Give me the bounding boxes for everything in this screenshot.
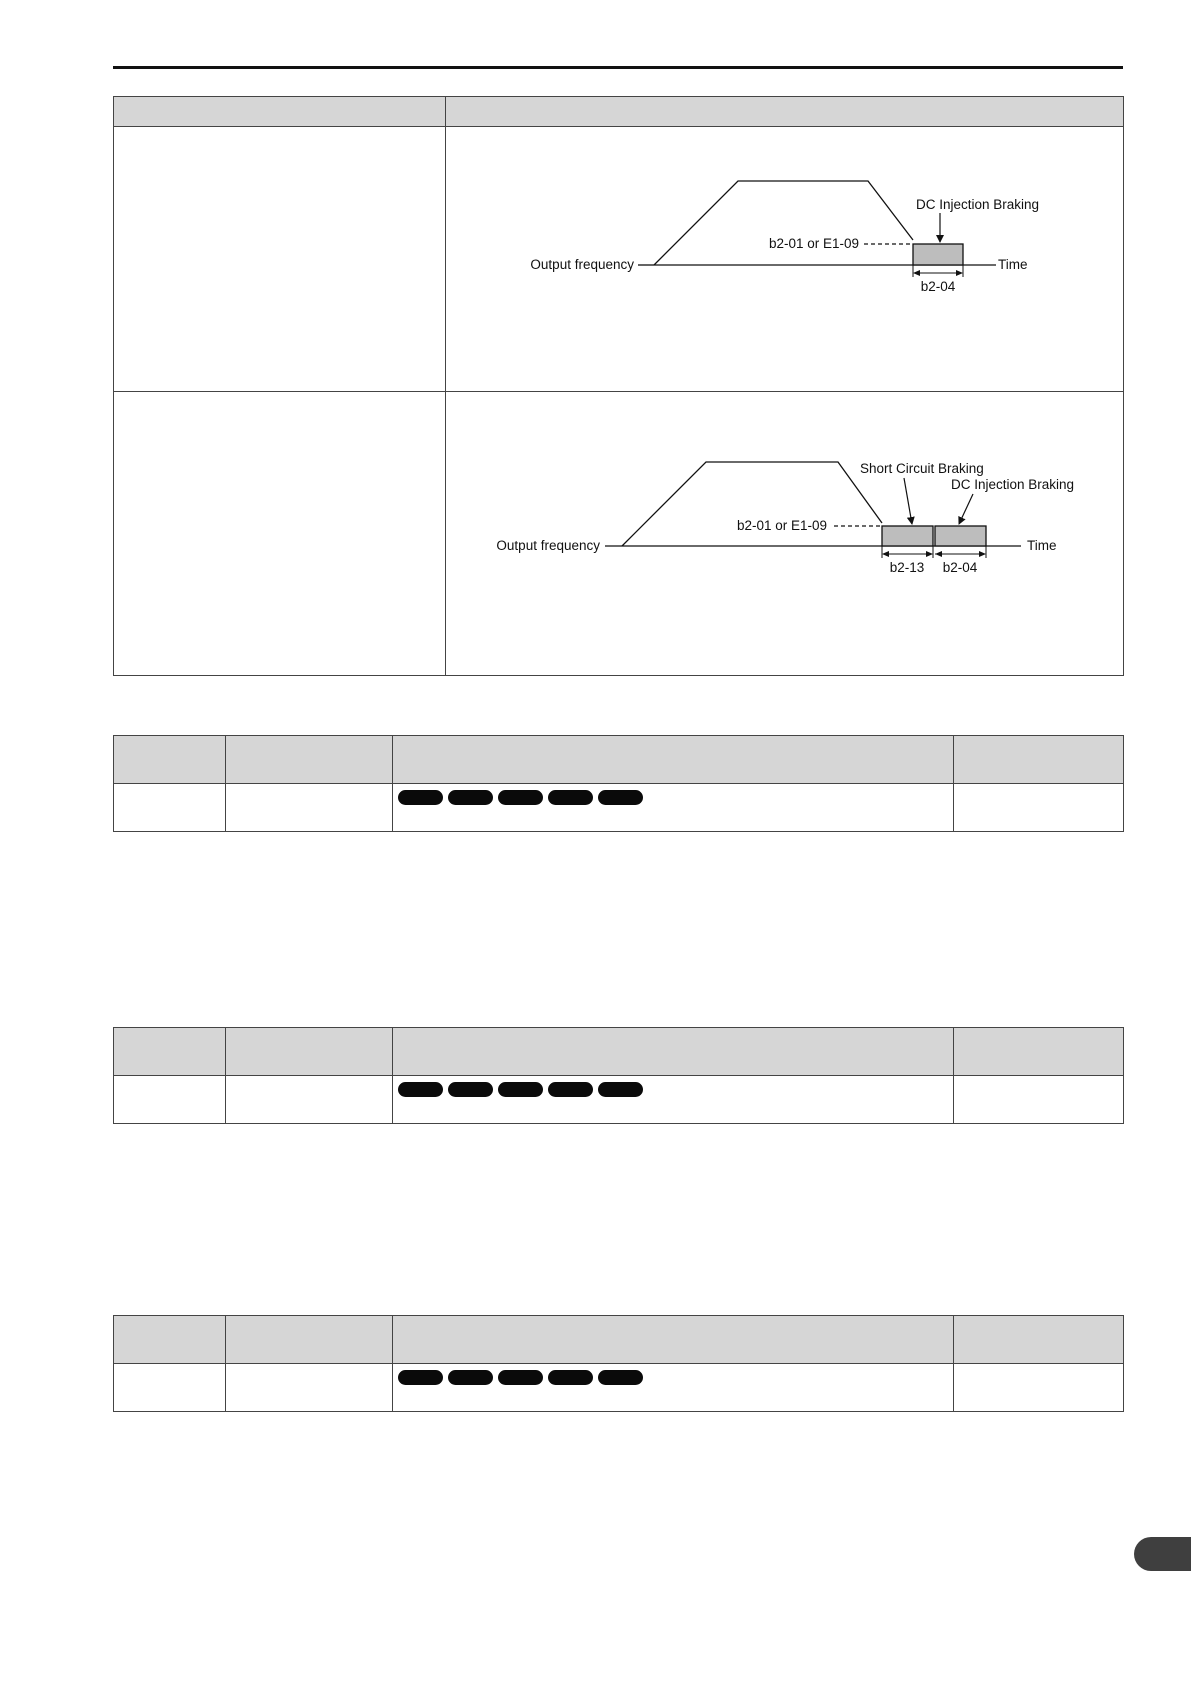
control-mode-badge (598, 1370, 643, 1385)
control-mode-badge (598, 1082, 643, 1097)
parameter-table-header (114, 1028, 1124, 1076)
b2-04-label: b2-04 (920, 279, 956, 294)
mode-cell-dc-injection (114, 127, 446, 392)
cell-no (114, 1076, 226, 1124)
dc-injection-block (935, 526, 986, 546)
mode-cell-short-circuit (114, 392, 446, 676)
frequency-curve (622, 462, 882, 546)
cell-description (393, 1364, 954, 1412)
b2-13-arrow-left (882, 551, 889, 557)
short-circuit-diagram (446, 392, 1124, 676)
cell-name (226, 1076, 393, 1124)
diagram-cell-dc-injection (446, 127, 1124, 392)
header-cell-no (114, 1316, 226, 1364)
short-circuit-block (882, 526, 933, 546)
chapter-side-tab (1134, 1537, 1191, 1571)
control-mode-badge (498, 1370, 543, 1385)
header-cell-name (226, 736, 393, 784)
parameter-table-2 (113, 1027, 1124, 1124)
header-cell-no (114, 1028, 226, 1076)
parameter-table-1 (113, 735, 1124, 832)
parameter-row (114, 784, 1124, 832)
output-frequency-label: Output frequency (496, 538, 600, 553)
threshold-label: b2-01 or E1-09 (768, 236, 859, 251)
cell-default (954, 1076, 1124, 1124)
time-label: Time (998, 257, 1028, 272)
control-mode-badge (548, 790, 593, 805)
control-mode-badge (548, 1370, 593, 1385)
control-mode-badges (393, 1076, 953, 1097)
b2-04-arrow-right (979, 551, 986, 557)
short-circuit-label: Short Circuit Braking (860, 461, 984, 476)
header-cell-description (393, 1316, 954, 1364)
parameter-row (114, 1364, 1124, 1412)
dc-injection-pointer (959, 494, 973, 524)
header-cell-no (114, 736, 226, 784)
cell-name (226, 1364, 393, 1412)
control-mode-badges (393, 1364, 953, 1385)
control-mode-badge (398, 1082, 443, 1097)
b2-13-arrow-right (926, 551, 933, 557)
parameter-row (114, 1076, 1124, 1124)
b2-04-label: b2-04 (942, 560, 978, 575)
diagram-cell-short-circuit (446, 392, 1124, 676)
header-cell-name (226, 1028, 393, 1076)
b2-04-arrow-left (935, 551, 942, 557)
frequency-curve (654, 181, 913, 265)
parameter-table-header (114, 736, 1124, 784)
header-cell-description (393, 736, 954, 784)
cell-no (114, 1364, 226, 1412)
control-mode-badge (598, 790, 643, 805)
control-mode-badge (398, 790, 443, 805)
header-cell-name (226, 1316, 393, 1364)
dc-injection-label: DC Injection Braking (951, 477, 1075, 492)
mode-table-header-cell-1 (114, 97, 446, 127)
header-cell-default (954, 1316, 1124, 1364)
mode-table-row-dc-injection (114, 127, 1124, 392)
b2-13-label: b2-13 (889, 560, 925, 575)
mode-table (113, 96, 1124, 676)
dc-injection-label: DC Injection Braking (916, 197, 1040, 212)
header-cell-default (954, 1028, 1124, 1076)
control-mode-badge (448, 790, 493, 805)
control-mode-badges (393, 784, 953, 805)
top-rule (113, 66, 1123, 69)
header-cell-default (954, 736, 1124, 784)
cell-default (954, 784, 1124, 832)
cell-name (226, 784, 393, 832)
mode-table-row-short-circuit (114, 392, 1124, 676)
cell-description (393, 1076, 954, 1124)
parameter-table-3 (113, 1315, 1124, 1412)
control-mode-badge (498, 1082, 543, 1097)
control-mode-badge (498, 790, 543, 805)
mode-table-header (114, 97, 1124, 127)
b2-04-arrow-right (956, 270, 963, 276)
control-mode-badge (398, 1370, 443, 1385)
time-label: Time (1027, 538, 1057, 553)
parameter-table-header (114, 1316, 1124, 1364)
short-circuit-pointer (904, 478, 912, 524)
b2-04-arrow-left (913, 270, 920, 276)
header-cell-description (393, 1028, 954, 1076)
output-frequency-label: Output frequency (530, 257, 634, 272)
control-mode-badge (448, 1082, 493, 1097)
control-mode-badge (548, 1082, 593, 1097)
cell-description (393, 784, 954, 832)
threshold-label: b2-01 or E1-09 (736, 518, 827, 533)
dc-injection-diagram (446, 127, 1124, 392)
mode-table-header-cell-2 (446, 97, 1124, 127)
control-mode-badge (448, 1370, 493, 1385)
dc-injection-block (913, 244, 963, 265)
cell-no (114, 784, 226, 832)
cell-default (954, 1364, 1124, 1412)
